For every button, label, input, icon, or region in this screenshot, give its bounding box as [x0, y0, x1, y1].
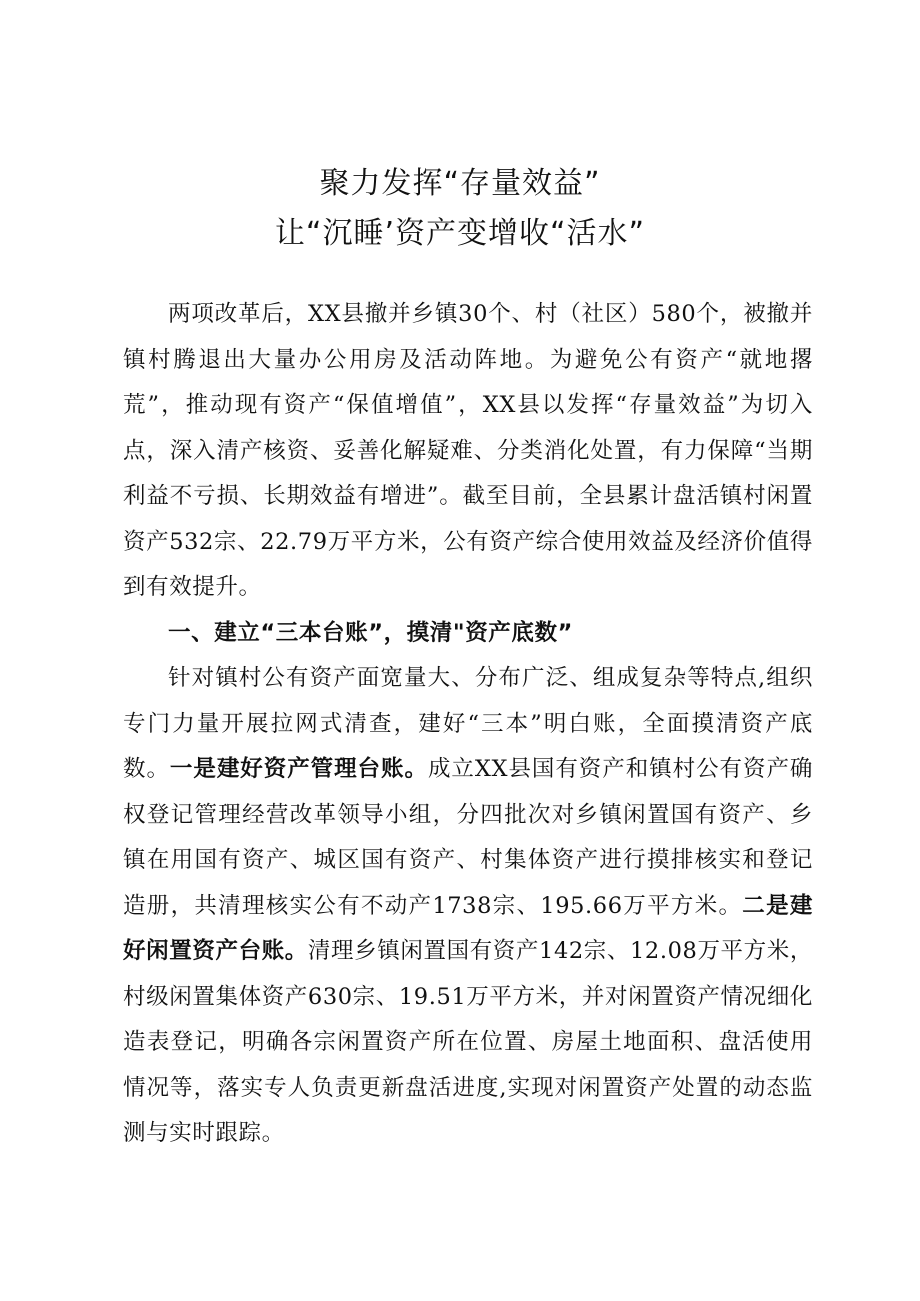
asset-ledger-text: 成立XX县国有资产和镇村公有资产确权登记管理经营改革领导小组，分四批次对乡镇闲置国有资产、乡镇在用国有资产、城区国有资产、村集体资产进行摸排核实和登记造册，共清理核实公有不动产1738宗、195.66万平方米。: [123, 756, 813, 919]
document-body: [123, 292, 813, 1157]
bold-lead-idle-asset-ledger: 二是建好闲置资产台账。: [123, 892, 813, 964]
intro-paragraph: 两项改革后，XX县撤并乡镇30个、村（社区）580个，被撤并镇村腾退出大量办公用房及活动阵地。为避免公有资产“就地撂荒”，推动现有资产“保值增值”，XX县以发挥“存量效益”为切入点，深入清产核资、妥善化解疑难、分类消化处置，有力保障“当期利益不亏损、长期效益有增进”。截至目前，全县累计盘活镇村闲置资产532宗、22.79万平方米，公有资产综合使用效益及经济价值得到有效提升。: [123, 301, 813, 600]
document-title-line1: 聚力发挥“存量效益”: [319, 166, 601, 201]
document-title-line2: 让“沉睡’资产变增收“活水”: [274, 216, 646, 251]
section-paragraph-intro: 针对镇村公有资产面宽量大、分布广泛、组成复杂等特点,组织专门力量开展拉网式清查，建好“三本”明白账，全面摸清资产底数。: [123, 665, 813, 782]
section-paragraph: [123, 656, 813, 1157]
idle-asset-ledger-text: 清理乡镇闲置国有资产142宗、12.08万平方米，村级闲置集体资产630宗、19.51万平方米，并对闲置资产情况细化造表登记，明确各宗闲置资产所在位置、房屋土地面积、盘活使用情况等，落实专人负责更新盘活进度,实现对闲置资产处置的动态监测与实时跟踪。: [123, 938, 813, 1146]
section-heading: 一、建立“三本台账”，摸清"资产底数”: [168, 619, 573, 646]
bold-lead-asset-ledger: 一是建好资产管理台账。: [169, 756, 428, 782]
